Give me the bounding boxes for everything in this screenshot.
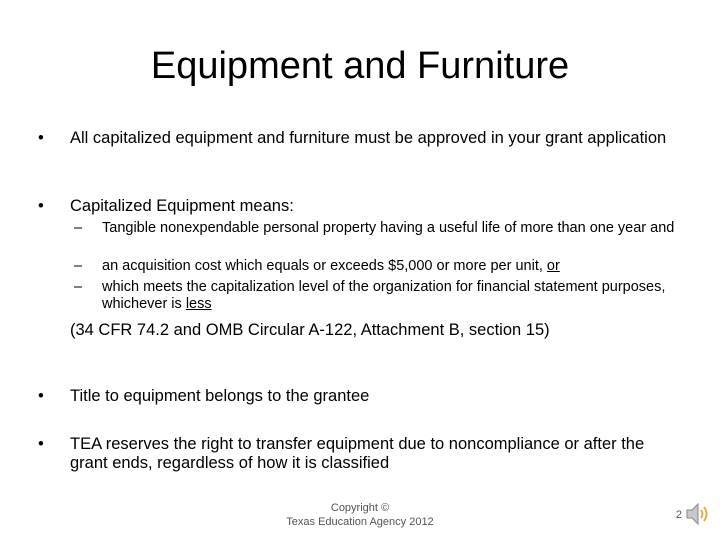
bullet-capitalized-equipment xyxy=(38,197,678,216)
bullet-approval xyxy=(38,129,678,148)
copyright-agency-line: Texas Education Agency 2012 xyxy=(286,516,434,528)
copyright-line: Copyright © xyxy=(330,502,390,514)
page-number: 2 xyxy=(675,509,682,521)
underlined-or: or xyxy=(546,258,560,274)
sub-bullet-acquisition-cost xyxy=(74,258,692,275)
dash-glyph: – xyxy=(74,220,83,236)
sub-bullet-text: Tangible nonexpendable personal property having a useful life of more than one year and xyxy=(102,220,675,236)
footer-copyright xyxy=(270,501,450,529)
bullet-glyph: • xyxy=(38,435,44,453)
bullet-tea-reserves xyxy=(38,435,678,473)
dash-glyph: – xyxy=(74,258,83,274)
bullet-text: All capitalized equipment and furniture must be approved in your grant application xyxy=(70,129,667,147)
bullet-glyph: • xyxy=(38,129,44,147)
bullet-text: TEA reserves the right to transfer equipment due to noncompliance or after the grant ends, regardless of how it is classified xyxy=(70,435,645,472)
citation: (34 CFR 74.2 and OMB Circular A-122, Attachment B, section 15) xyxy=(70,321,550,339)
bullet-glyph: • xyxy=(38,387,44,405)
sub-bullet-tangible xyxy=(74,220,692,237)
slide-title: Equipment and Furniture xyxy=(150,45,570,87)
bullet-title-to-equipment xyxy=(38,387,678,406)
speaker-icon[interactable] xyxy=(685,499,711,529)
sub-bullet-text: an acquisition cost which equals or exceeds $5,000 or more per unit, xyxy=(102,258,547,274)
sub-bullet-capitalization-level xyxy=(74,279,692,313)
sub-bullet-text: which meets the capitalization level of the organization for financial statement purposes, whichever is xyxy=(102,279,666,312)
dash-glyph: – xyxy=(74,279,83,295)
underlined-less: less xyxy=(185,296,212,312)
bullet-text: Capitalized Equipment means: xyxy=(70,197,294,215)
bullet-text: Title to equipment belongs to the grantee xyxy=(70,387,370,405)
bullet-glyph: • xyxy=(38,197,44,215)
